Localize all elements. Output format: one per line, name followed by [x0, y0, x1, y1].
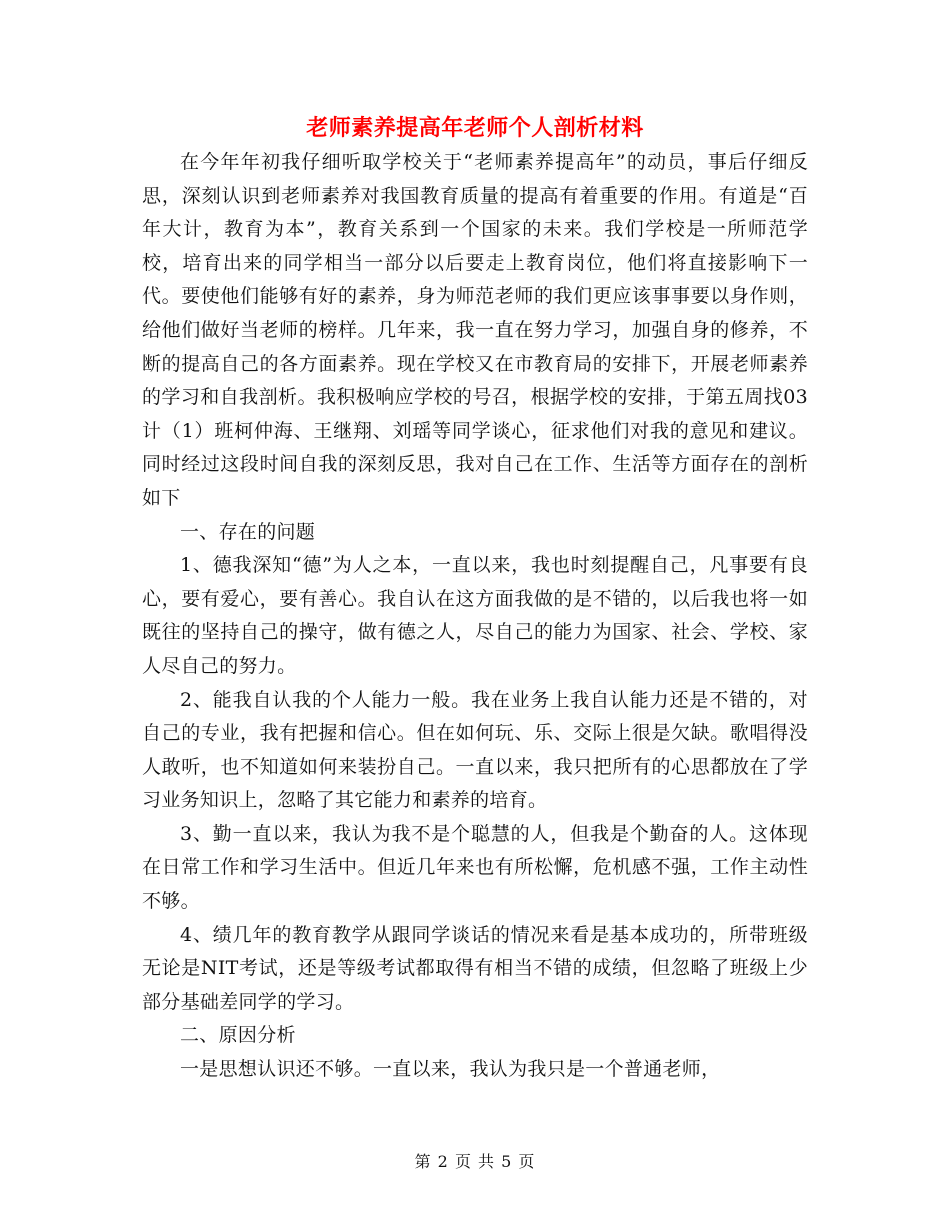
document-body: [142, 146, 808, 1087]
paragraph-cause-one: 一是思想认识还不够。一直以来，我认为我只是一个普通老师，: [180, 1058, 721, 1081]
paragraph-intro: 在今年年初我仔细听取学校关于“老师素养提高年”的动员，事后仔细反思，深刻认识到老师素养对我国教育质量的提高有着重要的作用。有道是“百年大计，教育为本”，教育关系到一个国家的未来。我们学校是一所师范学校，培育出来的同学相当一部分以后要走上教育岗位，他们将直接影响下一代。要使他们能够有好的素养，身为师范老师的我们更应该事事要以身作则，给他们做好当老师的榜样。几年来，我一直在努力学习，加强自身的修养，不断的提高自己的各方面素养。现在学校又在市教育局的安排下，开展老师素养的学习和自我剖析。我积极响应学校的号召，根据学校的安排，于第五周找03计（1）班柯仲海、王继翔、刘瑶等同学谈心，征求他们对我的意见和建议。同时经过这段时间自我的深刻反思，我对自己在工作、生活等方面存在的剖析如下: [142, 151, 808, 509]
paragraph-virtue: 1、德我深知“德”为人之本，一直以来，我也时刻提醒自己，凡事要有良心，要有爱心，要有善心。我自认在这方面我做的是不错的，以后我也将一如既往的坚持自己的操守，做有德之人，尽自己的能力为国家、社会、学校、家人尽自己的努力。: [142, 554, 808, 677]
document-title: 老师素养提高年老师个人剖析材料: [306, 115, 644, 141]
paragraph-ability: 2、能我自认我的个人能力一般。我在业务上我自认能力还是不错的，对自己的专业，我有把握和信心。但在如何玩、乐、交际上很是欠缺。歌唱得没人敢听，也不知道如何来装扮自己。一直以来，我只把所有的心思都放在了学习业务知识上，忽略了其它能力和素养的培育。: [142, 688, 808, 812]
document-page: [142, 112, 808, 1087]
paragraph-diligence: 3、勤一直以来，我认为我不是个聪慧的人，但我是个勤奋的人。这体现在日常工作和学习生活中。但近几年来也有所松懈，危机感不强，工作主动性不够。: [142, 822, 808, 913]
paragraph-achievement: 4、绩几年的教育教学从跟同学谈话的情况来看是基本成功的，所带班级无论是NIT考试，还是等级考试都取得有相当不错的成绩，但忽略了班级上少部分基础差同学的学习。: [142, 923, 808, 1013]
section-heading-causes: 二、原因分析: [180, 1024, 296, 1047]
page-number-footer: 第 2 页 共 5 页: [414, 1152, 536, 1171]
section-heading-problems: 一、存在的问题: [180, 520, 316, 543]
